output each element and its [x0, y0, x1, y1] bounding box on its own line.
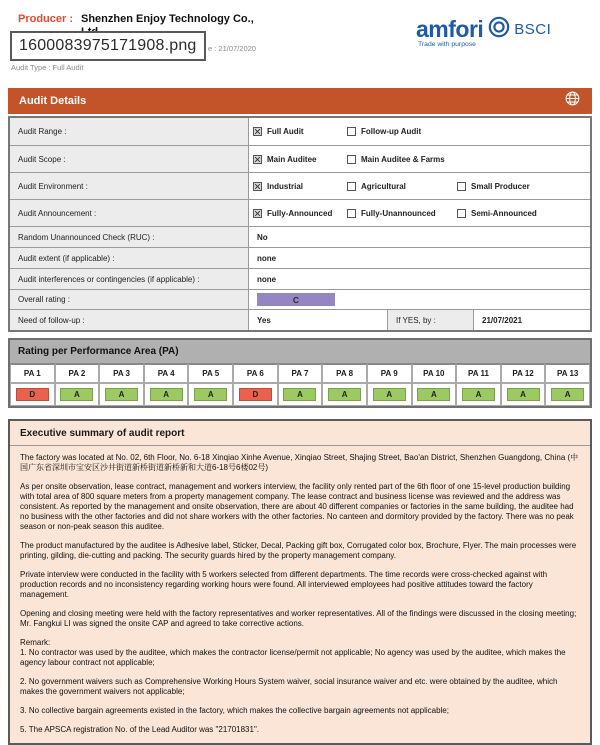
summary-paragraph: As per onsite observation, lease contract, management and workers interview, the facility only rented part of the 6th floor of one 15-level production building with total area of 800 square meters from a property management company. The lease contract and business license was reviewed and the address was consistent. As reported by the management and onsite observation, there are about 40 different companies or factories in the same building, the auditee had no business with the other factories and did not share workers with the other factories. No canteen and dormitory provided by the factory. There was no peak season or non-peak season this auditee. [20, 482, 574, 531]
pa-label-pa-6: PA 6 [233, 363, 278, 383]
pa-grade-cell-pa-12 [501, 383, 546, 406]
followup-date: 21/07/2021 [482, 315, 523, 325]
audit-detail-row-audit-scope [10, 145, 590, 172]
executive-summary-body [10, 446, 590, 743]
executive-summary-title: Executive summary of audit report [10, 421, 590, 446]
remark-item: 2. No government waivers such as Comprehensive Working Hours System waiver, social insurance waiver and etc. were obtained by the auditee, which makes the government waivers not applicable; [20, 677, 558, 696]
option-label: Industrial [267, 181, 304, 191]
row-label: Overall rating : [10, 290, 249, 309]
row-text-value: No [257, 232, 268, 242]
row-label: Random Unannounced Check (RUC) : [10, 227, 249, 247]
pa-grade-badge: A [551, 388, 584, 401]
unchecked-checkbox-semi-announced[interactable] [457, 209, 466, 218]
audit-date-fragment: e : 21/07/2020 [208, 44, 256, 53]
option-label: Main Auditee [267, 154, 317, 164]
row-value [249, 118, 590, 145]
pa-grade-badge: A [194, 388, 227, 401]
pa-label-pa-1: PA 1 [10, 363, 55, 383]
unchecked-checkbox-small-producer[interactable] [457, 182, 466, 191]
pa-grade-badge: A [462, 388, 495, 401]
bsci-wordmark: BSCI [514, 21, 552, 38]
pa-grade-badge: A [283, 388, 316, 401]
remark-item: 1. No contractor was used by the auditee, which makes the contractor license/permit not applicable; No agency was used by the auditee, which makes the agency labour contract not applicable; [20, 648, 566, 667]
producer-name-line1: Shenzhen Enjoy Technology Co., [81, 13, 254, 25]
option-main-auditee [253, 146, 316, 172]
amfori-wordmark: amfori [416, 16, 484, 42]
followup-value-cell [249, 310, 388, 330]
row-value [249, 248, 590, 268]
row-label: Audit Range : [10, 118, 249, 145]
checked-checkbox-main-auditee[interactable] [253, 155, 262, 164]
unchecked-checkbox-main-auditee-farms[interactable] [347, 155, 356, 164]
pa-grade-cell-pa-11 [456, 383, 501, 406]
pa-grade-badge: A [105, 388, 138, 401]
row-value [249, 269, 590, 289]
pa-grade-badge: A [60, 388, 93, 401]
checked-checkbox-fully-announced[interactable] [253, 209, 262, 218]
row-label: Audit Environment : [10, 173, 249, 199]
row-value [249, 173, 590, 199]
row-value [249, 310, 590, 330]
row-value [249, 146, 590, 172]
option-label: Agricultural [361, 181, 406, 191]
option-label: Full Audit [267, 127, 304, 136]
audit-detail-row-need-of-follow-up [10, 309, 590, 330]
option-full-audit [253, 118, 304, 145]
audit-detail-row-overall-rating [10, 289, 590, 309]
pa-grade-cell-pa-13 [545, 383, 590, 406]
checked-checkbox-full-audit[interactable] [253, 127, 262, 136]
pa-grade-row [10, 383, 590, 406]
summary-paragraph: Opening and closing meeting were held with the factory representatives and worker representatives. All of the findings were discussed in the closing meeting; Mr. Fangkui LI was signed the onsite CAP and agreed to take corrective actions. [20, 609, 577, 628]
summary-paragraph: Private interview were conducted in the facility with 5 workers selected from different departments. The time records were cross-checked against with production records and no inconsistency regarding working hours were found. All interviewed employees had positive attitudes toward the factory management. [20, 570, 548, 599]
audit-detail-row-random-unannounced-check-ruc [10, 226, 590, 247]
unchecked-checkbox-follow-up-audit[interactable] [347, 127, 356, 136]
summary-paragraph: The factory was located at No. 02, 6th Floor, No. 6-18 Xinqiao Xinhe Avenue, Xinqiao Street, Shajing Street, Bao'an District, Shenzhen Guangdong, China (中国广东省深圳市宝安区沙井街道新桥街道新桥新和大道6-18号6楼02号) [20, 453, 579, 472]
option-main-auditee-farms [347, 146, 445, 172]
pa-grade-badge: A [328, 388, 361, 401]
pa-label-pa-12: PA 12 [501, 363, 546, 383]
pa-grade-cell-pa-8 [322, 383, 367, 406]
option-follow-up-audit [347, 118, 421, 145]
pa-grade-cell-pa-4 [144, 383, 189, 406]
row-label: Audit Announcement : [10, 200, 249, 226]
option-label: Small Producer [471, 181, 530, 191]
pa-grade-badge: D [239, 388, 272, 401]
followup-value: Yes [257, 315, 271, 325]
pa-label-pa-13: PA 13 [545, 363, 590, 383]
pa-label-pa-8: PA 8 [322, 363, 367, 383]
row-label: Audit interferences or contingencies (if applicable) : [10, 269, 249, 289]
audit-detail-row-audit-environment [10, 172, 590, 199]
globe-icon [564, 90, 581, 112]
overall-rating-badge: C [257, 293, 335, 306]
followup-date-cell [474, 310, 590, 330]
document-header [0, 0, 600, 88]
checked-checkbox-industrial[interactable] [253, 182, 262, 191]
option-fully-unannounced [347, 200, 436, 226]
row-value [249, 200, 590, 226]
pa-label-pa-5: PA 5 [188, 363, 233, 383]
remark-item: 5. The APSCA registration No. of the Lead Auditor was "21701831". [20, 725, 260, 734]
row-label: Audit extent (if applicable) : [10, 248, 249, 268]
option-small-producer [457, 173, 530, 199]
pa-label-pa-4: PA 4 [144, 363, 189, 383]
pa-label-pa-3: PA 3 [99, 363, 144, 383]
remark-item: 3. No collective bargain agreements existed in the factory, which makes the collective bargain agreements not applicable; [20, 706, 449, 715]
producer-label: Producer : [18, 13, 74, 25]
pa-label-pa-10: PA 10 [412, 363, 457, 383]
row-text-value: none [257, 274, 277, 284]
option-label: Fully-Unannounced [361, 208, 436, 218]
pa-grade-cell-pa-7 [278, 383, 323, 406]
row-label: Need of follow-up : [10, 310, 249, 330]
option-label: Main Auditee & Farms [361, 154, 445, 164]
filename-overlay-box: 1600083975171908.png [10, 31, 206, 61]
row-value [249, 227, 590, 247]
remark-label: Remark: [20, 638, 51, 647]
row-label: Audit Scope : [10, 146, 249, 172]
pa-grade-cell-pa-5 [188, 383, 233, 406]
logo-tagline: Trade with purpose [418, 41, 476, 48]
unchecked-checkbox-fully-unannounced[interactable] [347, 209, 356, 218]
audit-type-line: Audit Type : Full Audit [11, 63, 84, 72]
pa-grade-cell-pa-1 [10, 383, 55, 406]
option-semi-announced [457, 200, 537, 226]
unchecked-checkbox-agricultural[interactable] [347, 182, 356, 191]
audit-detail-row-audit-announcement [10, 199, 590, 226]
summary-paragraph: The product manufactured by the auditee is Adhesive label, Sticker, Decal, Packing gift box, Corrugated color box, Brochure, Flyer. The main processes were printing, gilding, die-cutting and packing. The security guards hired by the property management company. [20, 541, 577, 560]
audit-details-table [8, 116, 592, 332]
pa-rating-title: Rating per Performance Area (PA) [10, 340, 590, 363]
option-label: Semi-Announced [471, 208, 537, 218]
pa-grade-badge: A [150, 388, 183, 401]
row-value [249, 290, 590, 309]
audit-detail-row-audit-extent-if-applicable [10, 247, 590, 268]
option-agricultural [347, 173, 406, 199]
row-text-value: none [257, 253, 277, 263]
amfori-spiral-icon [488, 16, 510, 43]
pa-label-pa-11: PA 11 [456, 363, 501, 383]
pa-grade-cell-pa-3 [99, 383, 144, 406]
pa-grade-cell-pa-6 [233, 383, 278, 406]
pa-grade-cell-pa-10 [412, 383, 457, 406]
pa-header-row [10, 363, 590, 383]
option-fully-announced [253, 200, 332, 226]
pa-grade-cell-pa-9 [367, 383, 412, 406]
option-label: Fully-Announced [267, 208, 333, 218]
option-industrial [253, 173, 303, 199]
pa-grade-cell-pa-2 [55, 383, 100, 406]
pa-grade-badge: A [373, 388, 406, 401]
pa-label-pa-9: PA 9 [367, 363, 412, 383]
audit-details-header-bar [8, 88, 592, 114]
pa-rating-section [8, 338, 592, 408]
pa-grade-badge: D [16, 388, 49, 401]
amfori-bsci-logo [416, 16, 556, 48]
pa-label-pa-2: PA 2 [55, 363, 100, 383]
pa-grade-badge: A [507, 388, 540, 401]
pa-grade-badge: A [417, 388, 450, 401]
audit-details-title: Audit Details [19, 95, 87, 107]
pa-label-pa-7: PA 7 [278, 363, 323, 383]
if-yes-by-label: If YES, by : [388, 310, 474, 330]
audit-detail-row-audit-interferences-or-contingencies-if-applicable [10, 268, 590, 289]
audit-detail-row-audit-range [10, 118, 590, 145]
option-label: Follow-up Audit [361, 127, 422, 136]
executive-summary-section [8, 419, 592, 745]
